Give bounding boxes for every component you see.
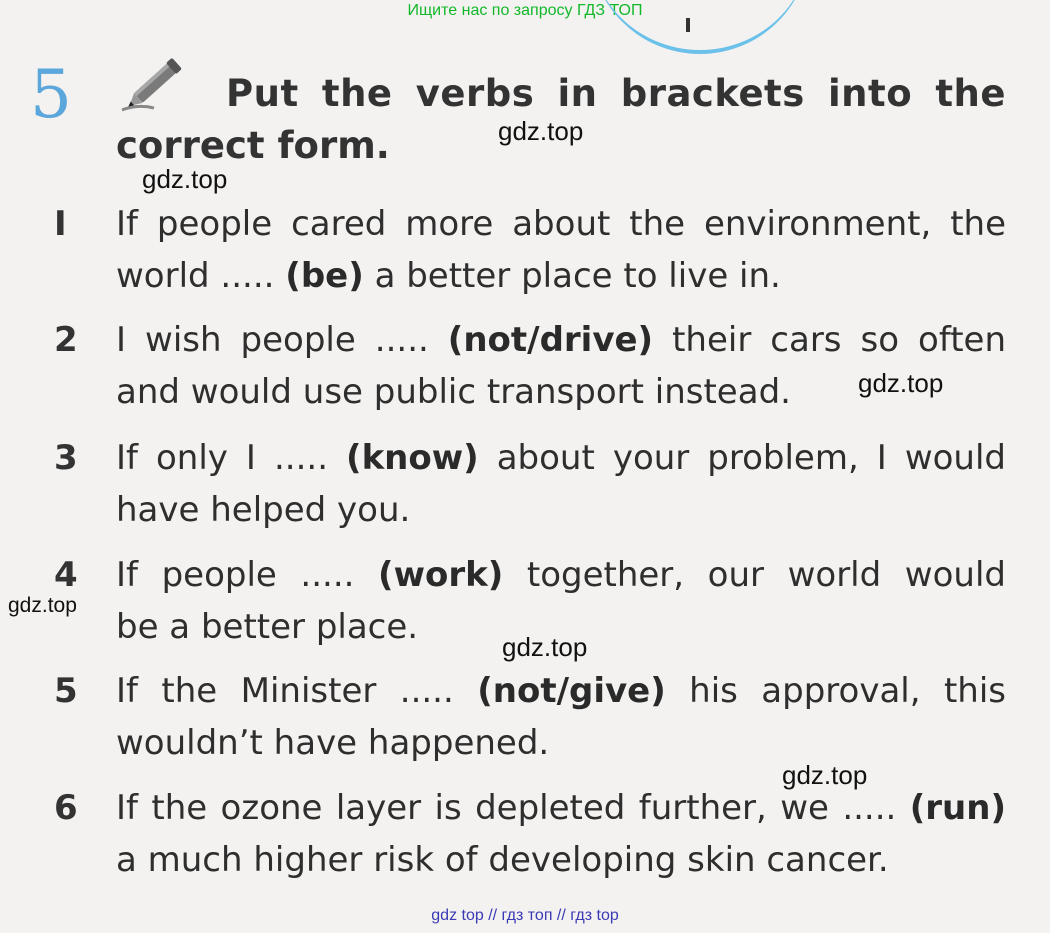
watermark-5: gdz.top <box>502 632 588 662</box>
item-number-4: 4 <box>54 555 78 595</box>
exercise-title-line-2: correct form. <box>116 124 390 167</box>
item-4-line-1: If people ..... (work) together, our world would <box>116 555 1006 595</box>
footer-watermark: gdz top // гдз топ // гдз top <box>431 907 619 924</box>
item-5-line-2: wouldn’t have happened. <box>116 723 550 763</box>
item-3-line-2: have helped you. <box>116 490 411 530</box>
item-5-line-1: If the Minister ..... (not/give) his approval, this <box>116 671 1006 711</box>
item-1-line-2: world ..... (be) a better place to live in. <box>116 256 781 296</box>
item-2-line-1: I wish people ..... (not/drive) their cars so often <box>116 320 1006 360</box>
decorative-arc <box>590 0 810 54</box>
item-number-1: I <box>54 204 67 244</box>
item-number-2: 2 <box>54 320 78 360</box>
item-4-line-2: be a better place. <box>116 607 419 647</box>
top-banner: Ищите нас по запросу ГДЗ ТОП <box>407 2 643 19</box>
watermark-3: gdz.top <box>858 368 944 398</box>
item-1-line-1: If people cared more about the environment, the <box>116 204 1006 244</box>
watermark-4: gdz.top <box>8 594 77 617</box>
pen-icon <box>118 46 198 116</box>
item-number-6: 6 <box>54 788 78 828</box>
item-3-line-1: If only I ..... (know) about your problem, I would <box>116 438 1007 478</box>
watermark-6: gdz.top <box>782 760 868 790</box>
item-6-line-1: If the ozone layer is depleted further, we ..... (run) <box>116 788 1006 828</box>
watermark-2: gdz.top <box>142 164 228 194</box>
decorative-tick <box>686 18 690 32</box>
item-number-5: 5 <box>54 671 78 711</box>
item-2-line-2: and would use public transport instead. <box>116 372 791 412</box>
item-6-line-2: a much higher risk of developing skin cancer. <box>116 840 889 880</box>
exercise-title-line-1: Put the verbs in brackets into the <box>226 72 1006 115</box>
item-number-3: 3 <box>54 438 78 478</box>
exercise-number: 5 <box>30 56 72 133</box>
watermark-1: gdz.top <box>498 116 584 146</box>
